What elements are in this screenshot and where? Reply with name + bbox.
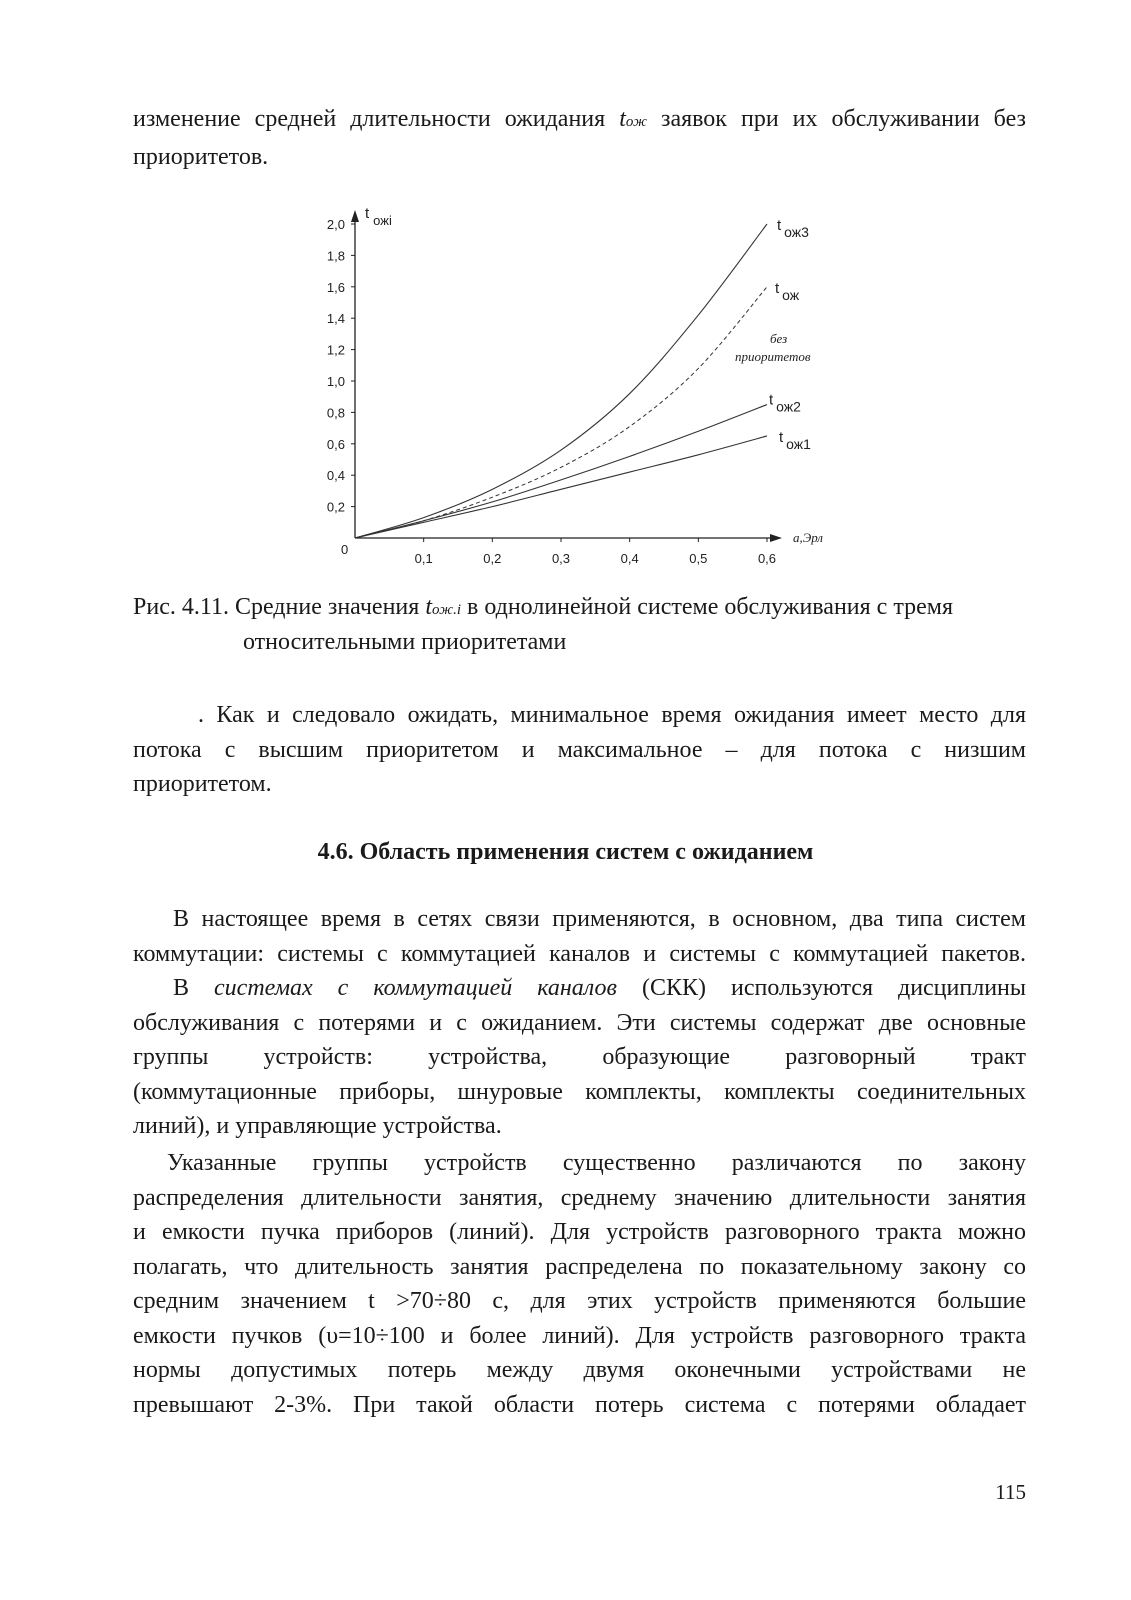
page-number: 115 xyxy=(995,1480,1026,1504)
series-note-line-2: приоритетов xyxy=(735,348,811,364)
para3-line-1: Указанные группы устройств существенно различаются по закону xyxy=(167,1150,1026,1176)
series-label-3: t ож2 xyxy=(769,391,801,415)
intro-line-1: изменение средней длительности ожидания tож заявок при их обслуживании без xyxy=(133,106,1027,132)
x-axis-label: a,Эрл xyxy=(793,530,823,545)
x-tick-label: 0,1 xyxy=(414,551,433,566)
x-axis-arrow xyxy=(770,534,782,542)
x-tick-label: 0,6 xyxy=(757,551,777,566)
chart-series xyxy=(355,224,767,538)
series-label-4: t ож1 xyxy=(779,428,811,452)
para3-line-2: распределения длительности занятия, среднему значению длительности занятия xyxy=(133,1184,1026,1211)
series-line-1 xyxy=(355,224,767,538)
x-tick-label: 0,2 xyxy=(483,551,502,566)
para2-line-3: группы устройств: устройства, образующие разговорный тракт xyxy=(133,1044,1026,1070)
para3-line-8: превышают 2-3%. При такой области потерь система с потерями обладает xyxy=(133,1391,1026,1418)
intro-paragraph xyxy=(133,102,1026,174)
x-tick-label: 0,4 xyxy=(620,551,639,566)
para3-line-4: полагать, что длительность занятия распределена по показательному закону со xyxy=(133,1253,1026,1280)
conclusion-line-2: потока с высшим приоритетом и максимальное – для потока с низшим xyxy=(133,736,1026,763)
para2-line-2: обслуживания с потерями и с ожиданием. Эти системы содержат две основные xyxy=(133,1009,1026,1036)
y-tick-label: 0,6 xyxy=(326,436,345,452)
chart-labels xyxy=(365,205,823,545)
y-tick-label: 0,8 xyxy=(326,405,345,421)
y-tick-label: 1,0 xyxy=(326,374,345,389)
para3-line-5: средним значением t >70÷80 с, для этих устройств применяются большие xyxy=(133,1288,1026,1314)
y-tick-label: 2,0 xyxy=(326,217,345,232)
y-tick-label: 1,8 xyxy=(326,248,345,264)
para1-line-1: В настоящее время в сетях связи применяются, в основном, два типа систем xyxy=(173,906,1026,932)
paragraph-3 xyxy=(133,1146,1026,1422)
waiting-time-chart xyxy=(300,200,860,585)
conclusion-paragraph xyxy=(133,698,1026,802)
y-axis-label: t ожi xyxy=(365,205,392,228)
origin-label: 0 xyxy=(341,542,349,557)
y-tick-label: 1,6 xyxy=(326,279,345,295)
conclusion-line-1: . Как и следовало ожидать, минимальное время ожидания имеет место для xyxy=(198,702,1026,728)
intro-line-2: приоритетов. xyxy=(133,143,269,170)
para2-line-5: линий), и управляющие устройства. xyxy=(133,1113,502,1139)
y-tick-label: 1,4 xyxy=(326,311,345,327)
series-label-2: t ож xyxy=(775,279,800,303)
conclusion-line-3: приоритетом. xyxy=(133,771,272,797)
figure-caption-line-2: относительными приоритетами xyxy=(243,629,567,655)
x-tick-label: 0,3 xyxy=(551,551,571,566)
para3-line-3: и емкости пучка приборов (линий). Для устройств разговорного тракта можно xyxy=(133,1219,1026,1245)
y-tick-label: 0,4 xyxy=(326,468,345,484)
y-tick-label: 1,2 xyxy=(326,342,345,358)
chart-ticks xyxy=(327,217,776,566)
series-line-3 xyxy=(355,405,767,538)
y-tick-label: 0,2 xyxy=(326,499,345,515)
x-tick-label: 0,5 xyxy=(689,551,708,566)
paragraph-2 xyxy=(133,971,1026,1144)
series-label-1: t ож3 xyxy=(777,217,809,240)
para2-line-4: (коммутационные приборы, шнуровые комплекты, комплекты соединительных xyxy=(133,1078,1026,1105)
figure-caption: Рис. 4.11. Средние значения tож.i в однолинейной системе обслуживания с тремя xyxy=(133,594,953,620)
paragraph-1 xyxy=(133,902,1026,971)
chart-axes xyxy=(351,210,782,542)
section-heading: 4.6. Область применения систем с ожиданием xyxy=(317,839,814,865)
para3-line-7: нормы допустимых потерь между двумя оконечными устройствами не xyxy=(133,1357,1026,1383)
para1-line-2: коммутации: системы с коммутацией каналов и системы с коммутацией пакетов. xyxy=(133,940,1026,967)
series-line-2 xyxy=(355,287,767,538)
para3-line-6: емкости пучков (υ=10÷100 и более линий). Для устройств разговорного тракта xyxy=(133,1322,1026,1349)
para2-line-1: В системах с коммутацией каналов (СКК) используются дисциплины xyxy=(173,975,1027,1001)
chart-svg xyxy=(300,200,860,585)
series-note-line-1: без xyxy=(770,330,788,346)
y-axis-arrow xyxy=(351,210,359,222)
